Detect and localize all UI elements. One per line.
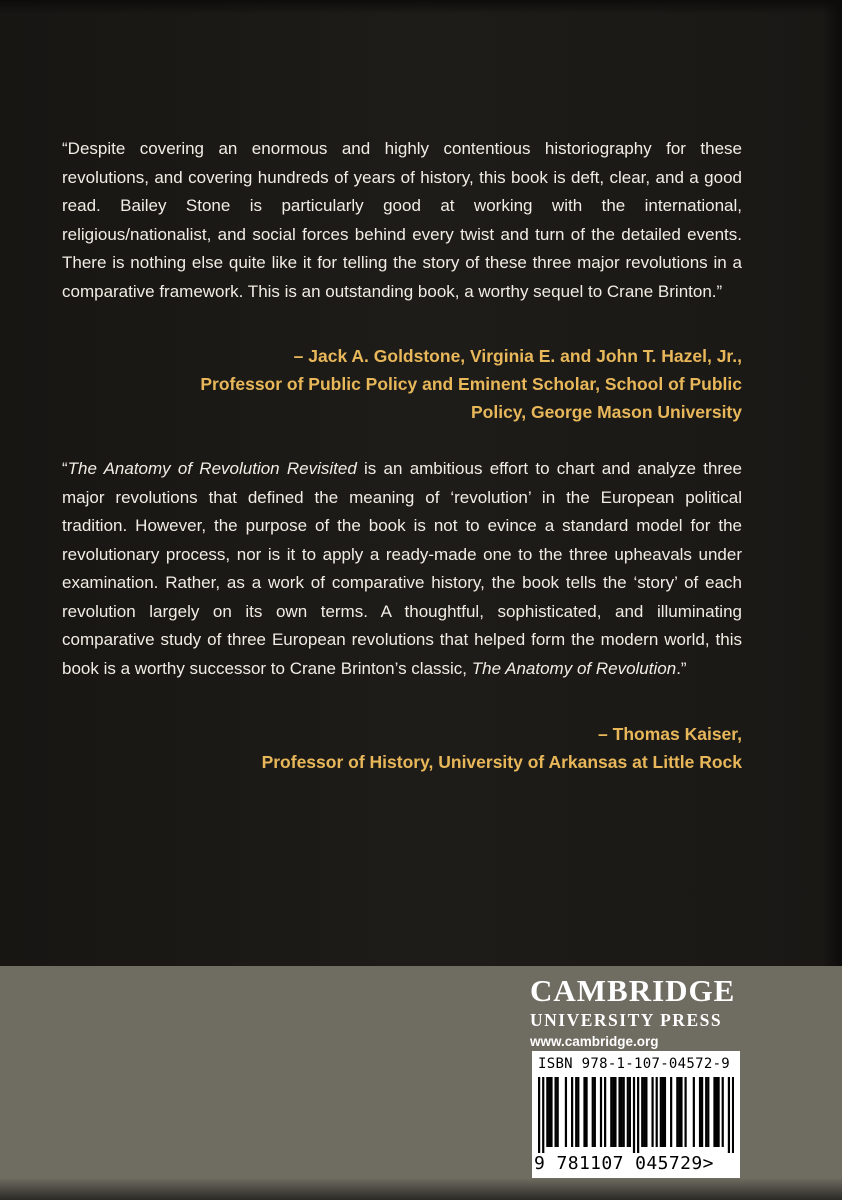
- barcode-bar: [693, 1077, 695, 1147]
- barcode-bar: [722, 1077, 724, 1147]
- barcode-bar: [550, 1077, 552, 1147]
- barcode-bar: [565, 1077, 567, 1147]
- barcode-bar: [684, 1077, 686, 1147]
- publisher-subtitle: [530, 1010, 745, 1030]
- quote-2-body: is an ambitious effort to chart and analyze three major revolutions that defined the meaning of ‘revolution’ in the European political tradition. However, the purpose of the book is not to evince a standard model for the revolutionary process, nor is it to apply a ready-made one to the three upheavals under examination. Rather, as a work of comparative history, the book tells the ‘story’ of each revolution largely on its own terms. A thoughtful, sophisticated, and illuminating comparative study of three European revolutions that helped form the modern world, this book is a worthy successor to Crane Brinton’s classic,: [62, 459, 742, 678]
- barcode-bar: [600, 1077, 602, 1147]
- review-attribution-1: [42, 342, 742, 426]
- barcode-bar: [604, 1077, 606, 1147]
- barcode-bar: [676, 1077, 678, 1147]
- quote-2-open: “: [62, 459, 68, 478]
- publisher-url: www.cambridge.org: [530, 1034, 659, 1049]
- barcode-bar: [612, 1077, 614, 1147]
- barcode-bar: [717, 1077, 719, 1147]
- barcode-bar: [705, 1077, 707, 1147]
- barcode-bar: [732, 1077, 734, 1153]
- publisher-subtitle-text: UNIVERSITY PRESS: [530, 1010, 723, 1030]
- barcode-bar: [670, 1077, 672, 1147]
- barcode-bar: [728, 1077, 730, 1153]
- isbn-label: ISBN 978-1-107-04572-9: [538, 1056, 731, 1072]
- barcode-bar: [614, 1077, 616, 1147]
- barcode-bar: [678, 1077, 680, 1147]
- barcode-bar: [643, 1077, 645, 1147]
- barcode-bar: [585, 1077, 587, 1147]
- quote-2-book-title: The Anatomy of Revolution Revisited: [67, 459, 357, 478]
- barcode-bar: [645, 1077, 647, 1147]
- barcode-bars: [538, 1077, 734, 1153]
- barcode-bar: [680, 1077, 682, 1147]
- barcode-bar: [637, 1077, 639, 1153]
- barcode-bar: [594, 1077, 596, 1147]
- publisher-name-text: CAMBRIDGE: [530, 973, 736, 1008]
- barcode-bar: [641, 1077, 643, 1147]
- barcode-bar: [623, 1077, 625, 1147]
- barcode-digits: [534, 1153, 738, 1174]
- quote-2-close: .”: [676, 658, 687, 678]
- barcode-bar: [621, 1077, 623, 1147]
- barcode-bar: [546, 1077, 548, 1147]
- barcode-bar: [651, 1077, 653, 1147]
- barcode-bar: [656, 1077, 658, 1147]
- barcode-arrow: >: [702, 1153, 714, 1174]
- barcode-bar: [701, 1077, 703, 1147]
- barcode-bar: [707, 1077, 709, 1147]
- barcode-bar: [583, 1077, 585, 1147]
- barcode-bar: [699, 1077, 701, 1147]
- attribution-2-line-1: – Thomas Kaiser,: [598, 724, 742, 744]
- barcode-bar: [660, 1077, 662, 1147]
- scan-edge-top: [0, 0, 842, 14]
- barcode-bar: [662, 1077, 664, 1147]
- publisher-name: [530, 972, 745, 1010]
- barcode-bar: [577, 1077, 579, 1147]
- isbn-barcode: [532, 1051, 740, 1178]
- scan-edge-bottom: [0, 1178, 842, 1200]
- barcode-bar: [664, 1077, 666, 1147]
- barcode-bar: [627, 1077, 629, 1147]
- review-quote-2: [62, 455, 742, 683]
- barcode-bar: [715, 1077, 717, 1147]
- attribution-2-line-2: Professor of History, University of Arkansas at Little Rock: [261, 752, 742, 772]
- attribution-1-line-3: Policy, George Mason University: [470, 402, 742, 422]
- barcode-bar: [571, 1077, 573, 1147]
- quote-2-classic-title: The Anatomy of Revolution: [471, 658, 677, 678]
- attribution-1-line-2: Professor of Public Policy and Eminent Scholar, School of Public: [200, 374, 742, 394]
- barcode-bar: [629, 1077, 631, 1147]
- barcode-bar: [555, 1077, 557, 1147]
- barcode-bar: [618, 1077, 620, 1147]
- publisher-logo: [530, 972, 745, 1052]
- attribution-1-line-1: – Jack A. Goldstone, Virginia E. and John T. Hazel, Jr.,: [293, 346, 742, 366]
- barcode-bar: [713, 1077, 715, 1147]
- review-attribution-2: [42, 720, 742, 776]
- review-quote-1: “Despite covering an enormous and highly contentious historiography for these revolutions, and covering hundreds of years of history, this book is deft, clear, and a good read. Bailey Stone is particularly good at working with the international, religious/nationalist, and social forces behind every twist and turn of the detailed events. There is nothing else quite like it for telling the story of these three major revolutions in a comparative framework. This is an outstanding book, a worthy sequel to Crane Brinton.”: [62, 139, 742, 301]
- barcode-bar: [633, 1077, 635, 1153]
- barcode-bar: [542, 1077, 544, 1153]
- barcode-bar: [538, 1077, 540, 1153]
- barcode-bar: [592, 1077, 594, 1147]
- barcode-bar: [548, 1077, 550, 1147]
- barcode-bar: [575, 1077, 577, 1147]
- barcode-bar: [557, 1077, 559, 1147]
- barcode-digits-text: 9 781107 045729: [534, 1153, 703, 1174]
- barcode-bar: [610, 1077, 612, 1147]
